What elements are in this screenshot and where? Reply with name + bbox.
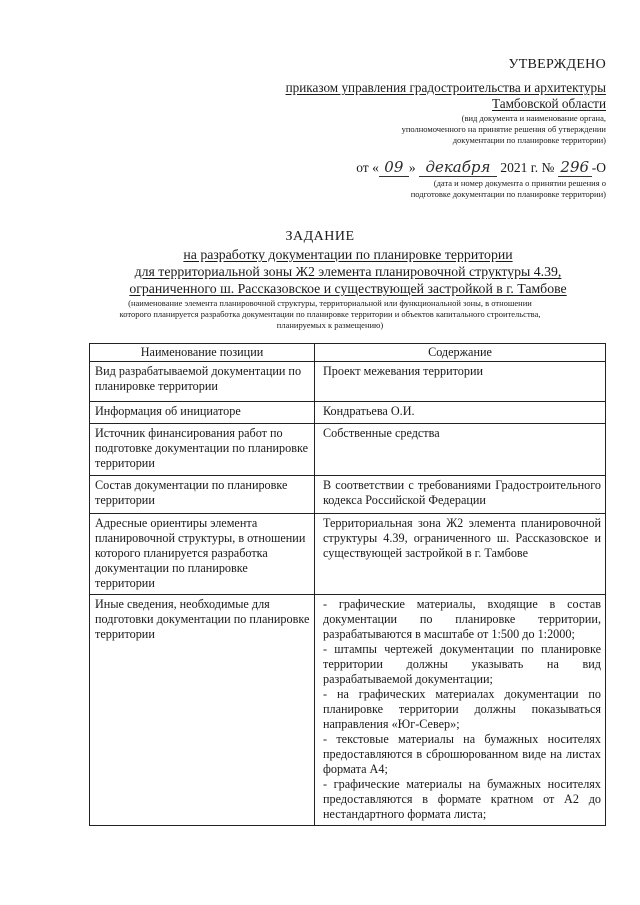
date-mid: » xyxy=(408,160,416,175)
list-item: - графические материалы на бумажных носителях предоставляются в формате кратном от А2 до нестандартного формата листа; xyxy=(323,777,601,821)
task-subject-line3: ограниченного ш. Рассказовское и существующей застройкой в г. Тамбове xyxy=(129,281,567,296)
task-note-line2: которого планируется разработка документации по планировке территории и объектов капитального строительства, xyxy=(119,309,541,319)
date-note-line1: (дата и номер документа о принятии решения о xyxy=(433,178,606,188)
approval-stamp: УТВЕРЖДЕНО xyxy=(508,57,606,72)
task-subject-line1: на разработку документации по планировке территории xyxy=(183,247,513,262)
approval-order-line2: Тамбовской области xyxy=(492,96,606,111)
date-year-text: 2021 г. № xyxy=(500,160,555,175)
task-subject-line2: для территориальной зоны Ж2 элемента планировочной структуры 4.39, xyxy=(134,264,562,279)
row-content: В соответствии с требованиями Градостроительного кодекса Российской Федерации xyxy=(315,476,606,514)
row-position: Источник финансирования работ по подготовке документации по планировке территории xyxy=(90,424,315,476)
row-position: Вид разрабатываемой документации по планировке территории xyxy=(90,362,315,402)
date-prefix: от « xyxy=(356,160,379,175)
date-day-handwritten: 09 xyxy=(379,158,409,177)
date-month-handwritten: декабря xyxy=(419,158,497,177)
task-table xyxy=(89,343,606,826)
row-position: Адресные ориентиры элемента планировочной структуры, в отношении которого планируется разработка документации по планировке территории xyxy=(90,514,315,595)
header-position: Наименование позиции xyxy=(90,344,315,362)
row-content: Территориальная зона Ж2 элемента планировочной структуры 4.39, ограниченного ш. Рассказовское и существующей застройкой в г. Тамбове xyxy=(315,514,606,595)
table-row xyxy=(90,595,606,826)
approval-order-line1: приказом управления градостроительства и архитектуры xyxy=(285,80,606,95)
document-number-handwritten: 296 xyxy=(558,158,592,177)
list-item: - штампы чертежей документации по планировке территории должны указывать на вид разрабатываемой документации; xyxy=(323,642,601,686)
approval-note-line2: уполномоченного на принятие решения об утверждении xyxy=(401,124,606,134)
header-content: Содержание xyxy=(315,344,606,362)
list-item: - графические материалы, входящие в состав документации по планировке территории, разрабатываются в масштабе от 1:500 до 1:2000; xyxy=(323,597,601,641)
table-row xyxy=(90,514,606,595)
row-content: Собственные средства xyxy=(315,424,606,476)
row-position: Состав документации по планировке территории xyxy=(90,476,315,514)
date-note-line2: подготовке документации по планировке территории) xyxy=(410,189,606,199)
approval-note-line1: (вид документа и наименование органа, xyxy=(461,113,606,123)
row-position: Иные сведения, необходимые для подготовки документации по планировке территории xyxy=(90,595,315,826)
table-row xyxy=(90,424,606,476)
date-note xyxy=(286,178,606,200)
row-position: Информация об инициаторе xyxy=(90,402,315,424)
document-number-suffix: -О xyxy=(591,160,606,175)
approval-note-line3: документации по планировке территории) xyxy=(452,135,606,145)
row-content-list xyxy=(315,595,606,826)
table-row xyxy=(90,402,606,424)
row-content: Кондратьева О.И. xyxy=(315,402,606,424)
task-note xyxy=(60,298,600,331)
row-content: Проект межевания территории xyxy=(315,362,606,402)
list-item: - текстовые материалы на бумажных носителях предоставляются в сброшюрованном виде на листах формата А4; xyxy=(323,732,601,776)
table-header-row xyxy=(90,344,606,362)
approval-date-line xyxy=(356,158,606,177)
task-note-line3: планируемых к размещению) xyxy=(276,320,384,330)
task-subject xyxy=(0,246,640,297)
table-row xyxy=(90,362,606,402)
task-title: ЗАДАНИЕ xyxy=(285,229,355,244)
approval-note xyxy=(306,113,606,146)
table-row xyxy=(90,476,606,514)
list-item: - на графических материалах документации по планировке территории должны показываться направления «Юг-Север»; xyxy=(323,687,601,731)
task-note-line1: (наименование элемента планировочной структуры, территориальной или функциональной зоны, в отношении xyxy=(128,298,532,308)
